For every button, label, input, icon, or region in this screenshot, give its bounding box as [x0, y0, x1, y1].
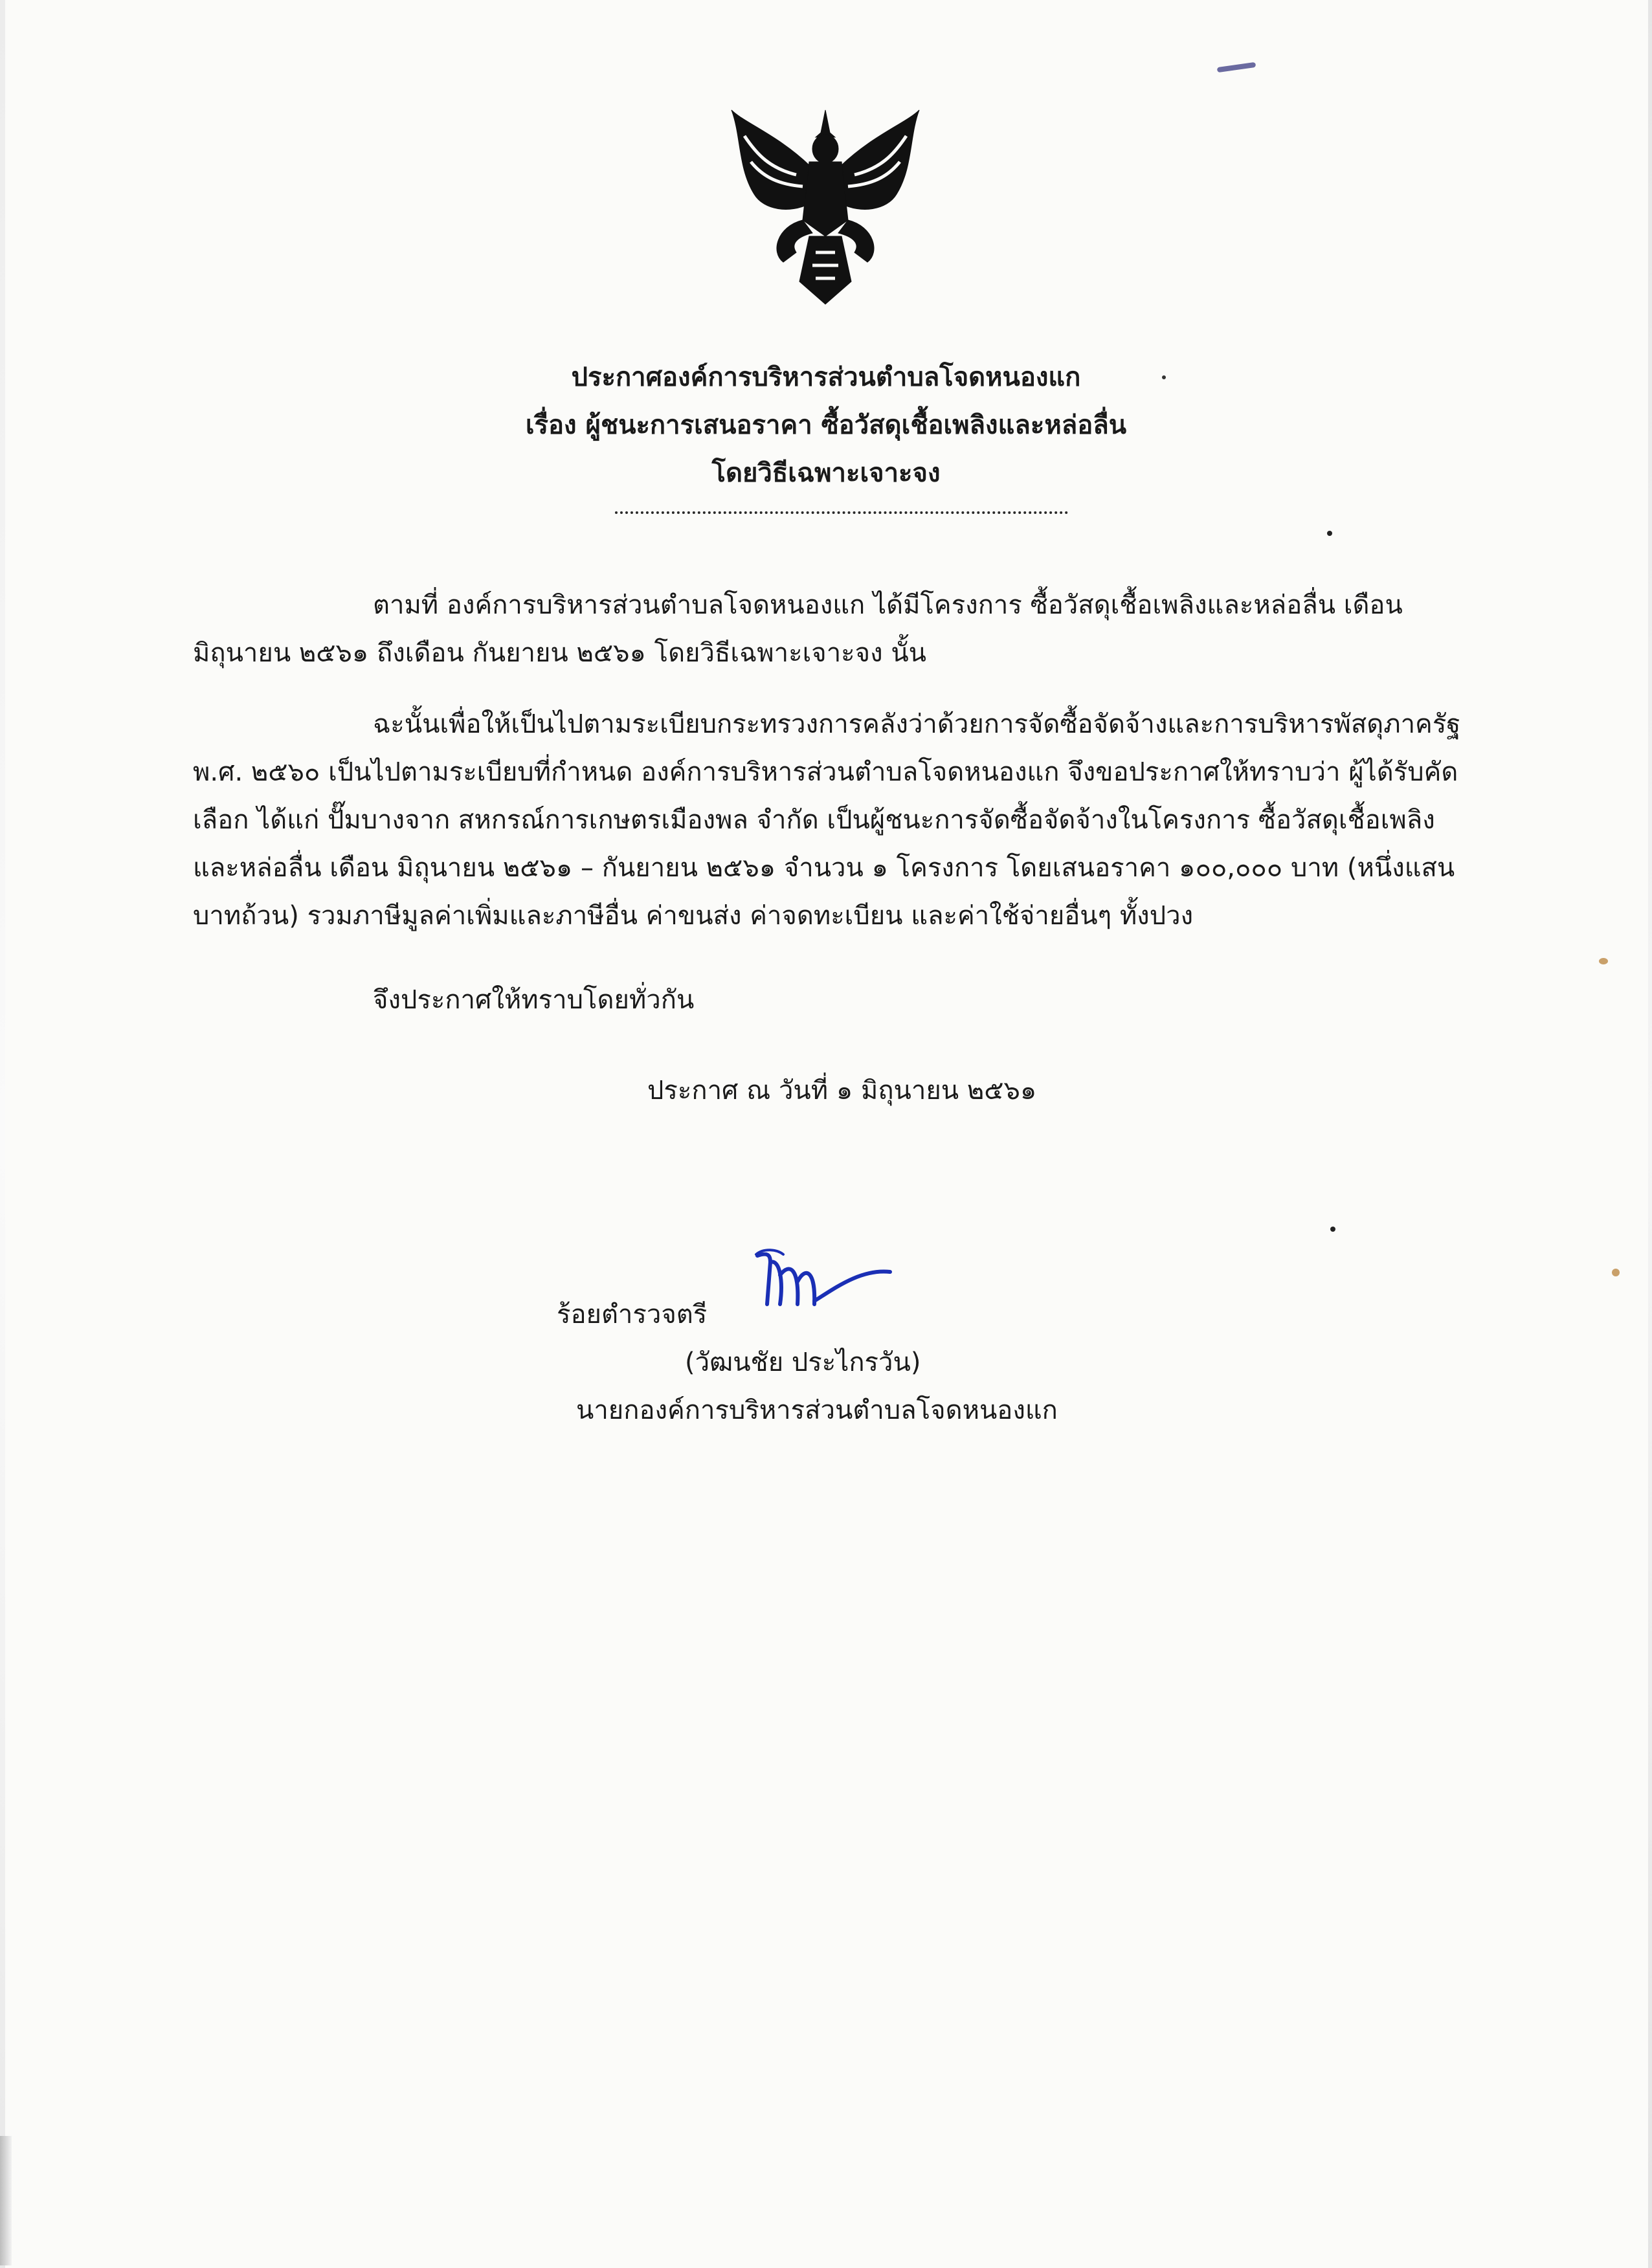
scan-speck: [1162, 375, 1166, 379]
scan-edge-left: [0, 0, 5, 2268]
scan-speck: [1330, 1227, 1335, 1232]
subject-line: เรื่อง ผู้ชนะการเสนอราคา ซื้อวัสดุเชื้อเพลิงและหล่อลื่น: [525, 410, 1127, 440]
garuda-emblem: [719, 97, 932, 311]
signer-name: (วัฒนชัย ประไกรวัน): [685, 1348, 921, 1377]
paragraph-award: ฉะนั้นเพื่อให้เป็นไปตามระเบียบกระทรวงการคลังว่าด้วยการจัดซื้อจัดจ้างและการบริหารพัสดุภาครัฐ พ.ศ. ๒๕๖๐ เป็นไปตามระเบียบที่กำหนด องค์การบริหารส่วนตำบลโจดหนองแก จึงขอประกาศให้ทราบว่า ผู้ได้รับคัดเลือก ได้แก่ ปั๊มบางจาก สหกรณ์การเกษตรเมืองพล จำกัด เป็นผู้ชนะการจัดซื้อจัดจ้างในโครงการ ซื้อวัสดุเชื้อเพลิงและหล่อลื่น เดือน มิถุนายน ๒๕๖๑ – กันยายน ๒๕๖๑ จำนวน ๑ โครงการ โดยเสนอราคา ๑๐๐,๐๐๐ บาท (หนึ่งแสนบาทถ้วน) รวมภาษีมูลค่าเพิ่มและภาษีอื่น ค่าขนส่ง ค่าจดทะเบียน และค่าใช้จ่ายอื่นๆ ทั้งปวง: [193, 709, 1461, 931]
stain-mark: [1612, 1269, 1620, 1276]
stain-mark: [1599, 958, 1608, 964]
handwritten-signature: [751, 1243, 900, 1327]
signer-rank: ร้อยตำรวจตรี: [557, 1300, 708, 1329]
signer-position: นายกองค์การบริหารส่วนตำบลโจดหนองแก: [576, 1395, 1058, 1425]
paragraph-intro: ตามที่ องค์การบริหารส่วนตำบลโจดหนองแก ได้มีโครงการ ซื้อวัสดุเชื้อเพลิงและหล่อลื่น เดือน มิถุนายน ๒๕๖๑ ถึงเดือน กันยายน ๒๕๖๑ โดยวิธีเฉพาะเจาะจง นั้น: [193, 590, 1403, 668]
paragraph-closing: จึงประกาศให้ทราบโดยทั่วกัน: [373, 985, 695, 1015]
announcement-title: ประกาศองค์การบริหารส่วนตำบลโจดหนองแก: [571, 362, 1081, 392]
scan-speck: [1217, 62, 1256, 72]
method-line: โดยวิธีเฉพาะเจาะจง: [711, 458, 941, 488]
scan-edge-right: [1648, 0, 1652, 2268]
announce-date: ประกาศ ณ วันที่ ๑ มิถุนายน ๒๕๖๑: [647, 1076, 1037, 1106]
dotted-separator: [615, 511, 1068, 514]
scan-speck: [1327, 531, 1332, 536]
scan-edge-shadow: [0, 2136, 12, 2265]
